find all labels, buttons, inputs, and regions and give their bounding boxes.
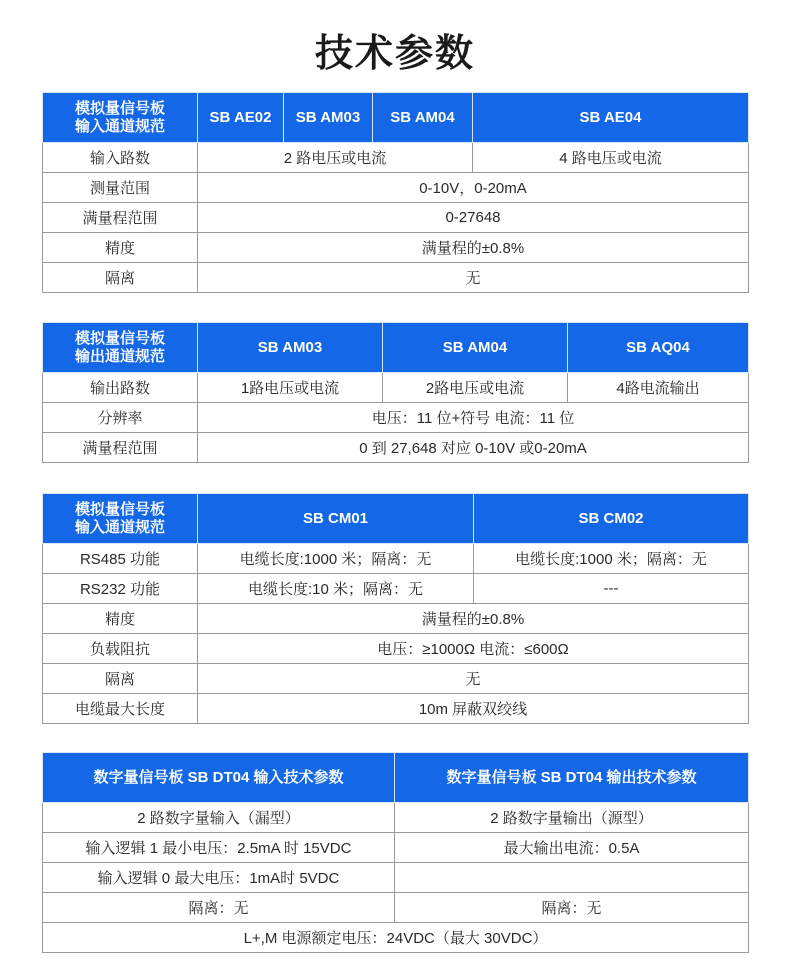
cell-value: 满量程的±0.8% [198, 233, 749, 263]
header-label: 模拟量信号板 输入通道规范 [43, 93, 198, 143]
communication-spec-table [42, 493, 749, 724]
table-row [43, 373, 749, 403]
row-label: 输入路数 [43, 143, 198, 173]
cell-value: 最大输出电流：0.5A [395, 833, 749, 863]
cell-value: 满量程的±0.8% [198, 604, 749, 634]
cell-value: 4 路电压或电流 [473, 143, 749, 173]
col-sb-am04: SB AM04 [373, 93, 473, 143]
cell-value: 电压：11 位+符号 电流：11 位 [198, 403, 749, 433]
table-row [43, 403, 749, 433]
cell-value: 隔离：无 [43, 893, 395, 923]
cell-value: 电缆长度:1000 米；隔离：无 [474, 544, 749, 574]
cell-value: 电缆长度:10 米；隔离：无 [198, 574, 474, 604]
table-row [43, 833, 749, 863]
cell-value: 2路电压或电流 [383, 373, 568, 403]
table-row [43, 604, 749, 634]
cell-value: 10m 屏蔽双绞线 [198, 694, 749, 724]
analog-input-spec-table [42, 92, 749, 293]
row-label: 负载阻抗 [43, 634, 198, 664]
row-label: 精度 [43, 233, 198, 263]
table-row [43, 863, 749, 893]
header-label: 模拟量信号板 输出通道规范 [43, 323, 198, 373]
row-label: 电缆最大长度 [43, 694, 198, 724]
table-row [43, 433, 749, 463]
cell-value: 4路电流输出 [568, 373, 749, 403]
row-label: 精度 [43, 604, 198, 634]
table-row [43, 664, 749, 694]
row-label: 满量程范围 [43, 203, 198, 233]
col-sb-am03: SB AM03 [284, 93, 373, 143]
cell-value: 输入逻辑 0 最大电压：1mA时 5VDC [43, 863, 395, 893]
row-label: 满量程范围 [43, 433, 198, 463]
cell-value: 1路电压或电流 [198, 373, 383, 403]
table-row [43, 173, 749, 203]
cell-value: 0-27648 [198, 203, 749, 233]
cell-value: 0-10V，0-20mA [198, 173, 749, 203]
row-label: 分辨率 [43, 403, 198, 433]
table-row [43, 203, 749, 233]
col-sb-am04: SB AM04 [383, 323, 568, 373]
col-sb-ae02: SB AE02 [198, 93, 284, 143]
row-label: 隔离 [43, 664, 198, 694]
col-sb-am03: SB AM03 [198, 323, 383, 373]
table-row [43, 544, 749, 574]
row-label: 输出路数 [43, 373, 198, 403]
row-label: 测量范围 [43, 173, 198, 203]
analog-output-spec-table [42, 322, 749, 463]
table-row [43, 893, 749, 923]
col-sb-ae04: SB AE04 [473, 93, 749, 143]
cell-value: 隔离：无 [395, 893, 749, 923]
table-row [43, 923, 749, 953]
table-row [43, 803, 749, 833]
table-row [43, 574, 749, 604]
col-sb-cm01: SB CM01 [198, 494, 474, 544]
digital-io-spec-table [42, 752, 749, 953]
cell-value [395, 863, 749, 893]
row-label: 隔离 [43, 263, 198, 293]
row-label: RS232 功能 [43, 574, 198, 604]
col-sb-aq04: SB AQ04 [568, 323, 749, 373]
table-row [43, 694, 749, 724]
cell-value: --- [474, 574, 749, 604]
header-label: 模拟量信号板 输入通道规范 [43, 494, 198, 544]
col-dt04-output: 数字量信号板 SB DT04 输出技术参数 [395, 753, 749, 803]
cell-value: 无 [198, 664, 749, 694]
col-dt04-input: 数字量信号板 SB DT04 输入技术参数 [43, 753, 395, 803]
cell-value: 输入逻辑 1 最小电压：2.5mA 时 15VDC [43, 833, 395, 863]
col-sb-cm02: SB CM02 [474, 494, 749, 544]
table-row [43, 233, 749, 263]
cell-value: 0 到 27,648 对应 0-10V 或0-20mA [198, 433, 749, 463]
cell-value: 电压：≥1000Ω 电流：≤600Ω [198, 634, 749, 664]
page-title: 技术参数 [314, 33, 475, 75]
table-row [43, 143, 749, 173]
table-row [43, 634, 749, 664]
cell-value: 2 路电压或电流 [198, 143, 473, 173]
cell-value: 电缆长度:1000 米；隔离：无 [198, 544, 474, 574]
cell-value: 2 路数字量输出（源型） [395, 803, 749, 833]
cell-value: 2 路数字量输入（漏型） [43, 803, 395, 833]
footer-cell: L+,M 电源额定电压：24VDC（最大 30VDC） [43, 923, 749, 953]
table-row [43, 263, 749, 293]
row-label: RS485 功能 [43, 544, 198, 574]
cell-value: 无 [198, 263, 749, 293]
